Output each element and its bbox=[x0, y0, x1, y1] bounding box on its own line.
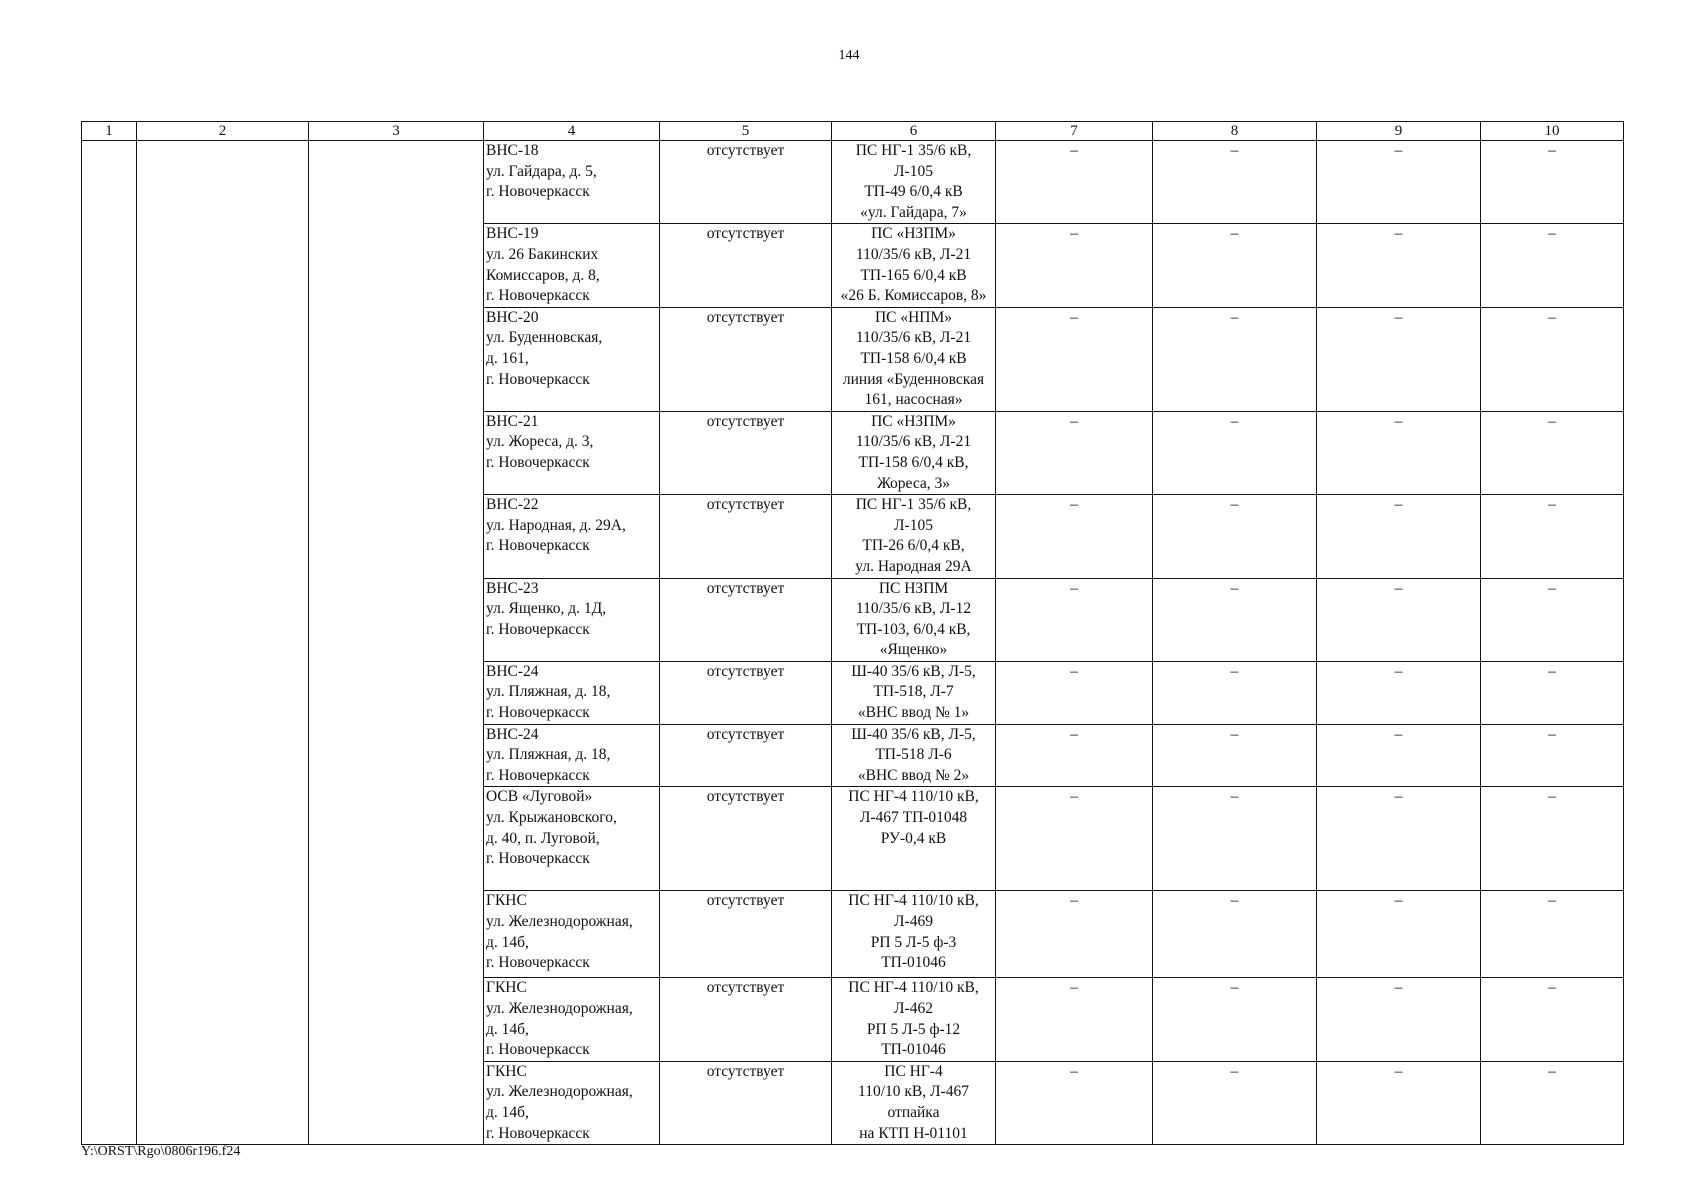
cell-col-8: – bbox=[1153, 495, 1317, 578]
data-table bbox=[81, 121, 1624, 1145]
cell-col-9: – bbox=[1317, 661, 1481, 724]
cell-col-5: отсутствует bbox=[660, 787, 832, 891]
cell-col-8: – bbox=[1153, 661, 1317, 724]
cell-power-supply: ПС НГ-4 110/10 кВ, Л-467 ТП-01048 РУ-0,4 кВ bbox=[832, 787, 996, 891]
cell-object: ВНС-24 ул. Пляжная, д. 18, г. Новочеркасск bbox=[484, 661, 660, 724]
cell-col-2 bbox=[137, 578, 309, 661]
table-body bbox=[82, 141, 1624, 1145]
cell-col-2 bbox=[137, 978, 309, 1061]
cell-col-9: – bbox=[1317, 411, 1481, 494]
cell-col-2 bbox=[137, 141, 309, 224]
cell-col-10: – bbox=[1481, 495, 1624, 578]
cell-col-7: – bbox=[996, 661, 1153, 724]
table-row bbox=[82, 724, 1624, 787]
cell-col-9: – bbox=[1317, 495, 1481, 578]
cell-col-3 bbox=[309, 224, 484, 307]
header-col-4: 4 bbox=[484, 122, 660, 141]
header-col-1: 1 bbox=[82, 122, 137, 141]
header-row bbox=[82, 122, 1624, 141]
cell-col-7: – bbox=[996, 578, 1153, 661]
header-col-8: 8 bbox=[1153, 122, 1317, 141]
cell-col-2 bbox=[137, 891, 309, 978]
cell-power-supply: ПС НЗПМ 110/35/6 кВ, Л-12 ТП-103, 6/0,4 кВ, «Ященко» bbox=[832, 578, 996, 661]
cell-col-3 bbox=[309, 411, 484, 494]
table-row bbox=[82, 411, 1624, 494]
cell-col-8: – bbox=[1153, 724, 1317, 787]
cell-col-10: – bbox=[1481, 307, 1624, 411]
table-row bbox=[82, 1061, 1624, 1144]
cell-col-5: отсутствует bbox=[660, 495, 832, 578]
table-row bbox=[82, 578, 1624, 661]
cell-col-1 bbox=[82, 891, 137, 978]
header-col-7: 7 bbox=[996, 122, 1153, 141]
cell-col-5: отсутствует bbox=[660, 224, 832, 307]
cell-power-supply: Ш-40 35/6 кВ, Л-5, ТП-518 Л-6 «ВНС ввод № 2» bbox=[832, 724, 996, 787]
cell-col-9: – bbox=[1317, 224, 1481, 307]
cell-col-10: – bbox=[1481, 978, 1624, 1061]
header-col-2: 2 bbox=[137, 122, 309, 141]
cell-col-10: – bbox=[1481, 724, 1624, 787]
cell-object: ГКНС ул. Железнодорожная, д. 14б, г. Новочеркасск bbox=[484, 891, 660, 978]
cell-col-3 bbox=[309, 495, 484, 578]
cell-col-10: – bbox=[1481, 578, 1624, 661]
header-col-9: 9 bbox=[1317, 122, 1481, 141]
cell-col-2 bbox=[137, 661, 309, 724]
header-col-5: 5 bbox=[660, 122, 832, 141]
cell-col-3 bbox=[309, 787, 484, 891]
cell-col-7: – bbox=[996, 1061, 1153, 1144]
cell-col-9: – bbox=[1317, 1061, 1481, 1144]
cell-col-2 bbox=[137, 411, 309, 494]
cell-object: ВНС-22 ул. Народная, д. 29А, г. Новочеркасск bbox=[484, 495, 660, 578]
header-col-10: 10 bbox=[1481, 122, 1624, 141]
cell-col-5: отсутствует bbox=[660, 724, 832, 787]
cell-col-9: – bbox=[1317, 891, 1481, 978]
cell-col-8: – bbox=[1153, 307, 1317, 411]
cell-col-1 bbox=[82, 411, 137, 494]
cell-col-7: – bbox=[996, 141, 1153, 224]
cell-col-1 bbox=[82, 724, 137, 787]
cell-col-1 bbox=[82, 787, 137, 891]
cell-col-7: – bbox=[996, 787, 1153, 891]
cell-col-3 bbox=[309, 978, 484, 1061]
cell-power-supply: ПС «НЗПМ» 110/35/6 кВ, Л-21 ТП-158 6/0,4 кВ, Жореса, 3» bbox=[832, 411, 996, 494]
cell-col-10: – bbox=[1481, 411, 1624, 494]
cell-col-8: – bbox=[1153, 224, 1317, 307]
cell-col-2 bbox=[137, 495, 309, 578]
cell-col-9: – bbox=[1317, 978, 1481, 1061]
cell-power-supply: ПС НГ-4 110/10 кВ, Л-462 РП 5 Л-5 ф-12 ТП-01046 bbox=[832, 978, 996, 1061]
table-row bbox=[82, 495, 1624, 578]
cell-col-3 bbox=[309, 661, 484, 724]
cell-col-8: – bbox=[1153, 978, 1317, 1061]
cell-col-5: отсутствует bbox=[660, 891, 832, 978]
cell-col-9: – bbox=[1317, 578, 1481, 661]
cell-col-7: – bbox=[996, 891, 1153, 978]
cell-col-8: – bbox=[1153, 1061, 1317, 1144]
table-row bbox=[82, 141, 1624, 224]
header-col-3: 3 bbox=[309, 122, 484, 141]
cell-col-10: – bbox=[1481, 1061, 1624, 1144]
cell-power-supply: ПС «НПМ» 110/35/6 кВ, Л-21 ТП-158 6/0,4 кВ линия «Буденновская 161, насосная» bbox=[832, 307, 996, 411]
cell-col-1 bbox=[82, 661, 137, 724]
cell-power-supply: ПС НГ-1 35/6 кВ, Л-105 ТП-49 6/0,4 кВ «ул. Гайдара, 7» bbox=[832, 141, 996, 224]
cell-col-7: – bbox=[996, 978, 1153, 1061]
header-col-6: 6 bbox=[832, 122, 996, 141]
cell-col-9: – bbox=[1317, 724, 1481, 787]
cell-object: ВНС-23 ул. Ященко, д. 1Д, г. Новочеркасск bbox=[484, 578, 660, 661]
cell-power-supply: Ш-40 35/6 кВ, Л-5, ТП-518, Л-7 «ВНС ввод № 1» bbox=[832, 661, 996, 724]
cell-col-7: – bbox=[996, 307, 1153, 411]
cell-col-3 bbox=[309, 891, 484, 978]
cell-col-5: отсутствует bbox=[660, 411, 832, 494]
cell-object: ВНС-20 ул. Буденновская, д. 161, г. Новочеркасск bbox=[484, 307, 660, 411]
cell-col-1 bbox=[82, 578, 137, 661]
cell-col-1 bbox=[82, 141, 137, 224]
cell-col-10: – bbox=[1481, 891, 1624, 978]
cell-object: ВНС-19 ул. 26 Бакинских Комиссаров, д. 8, г. Новочеркасск bbox=[484, 224, 660, 307]
cell-col-8: – bbox=[1153, 141, 1317, 224]
cell-col-10: – bbox=[1481, 224, 1624, 307]
cell-object: ВНС-21 ул. Жореса, д. 3, г. Новочеркасск bbox=[484, 411, 660, 494]
table-row bbox=[82, 787, 1624, 891]
cell-col-1 bbox=[82, 307, 137, 411]
cell-col-2 bbox=[137, 224, 309, 307]
table-row bbox=[82, 891, 1624, 978]
cell-col-9: – bbox=[1317, 787, 1481, 891]
cell-col-5: отсутствует bbox=[660, 978, 832, 1061]
cell-col-7: – bbox=[996, 224, 1153, 307]
cell-col-2 bbox=[137, 787, 309, 891]
cell-col-5: отсутствует bbox=[660, 578, 832, 661]
cell-object: ВНС-18 ул. Гайдара, д. 5, г. Новочеркасск bbox=[484, 141, 660, 224]
cell-col-8: – bbox=[1153, 787, 1317, 891]
cell-col-8: – bbox=[1153, 578, 1317, 661]
cell-col-2 bbox=[137, 724, 309, 787]
cell-object: ОСВ «Луговой» ул. Крыжановского, д. 40, п. Луговой, г. Новочеркасск bbox=[484, 787, 660, 891]
table-row bbox=[82, 661, 1624, 724]
file-path-stamp: Y:\ORST\Rgo\0806r196.f24 bbox=[81, 1144, 241, 1159]
cell-power-supply: ПС НГ-1 35/6 кВ, Л-105 ТП-26 6/0,4 кВ, ул. Народная 29А bbox=[832, 495, 996, 578]
cell-col-7: – bbox=[996, 495, 1153, 578]
cell-object: ГКНС ул. Железнодорожная, д. 14б, г. Новочеркасск bbox=[484, 978, 660, 1061]
cell-col-9: – bbox=[1317, 141, 1481, 224]
cell-col-3 bbox=[309, 141, 484, 224]
cell-col-5: отсутствует bbox=[660, 307, 832, 411]
cell-object: ВНС-24 ул. Пляжная, д. 18, г. Новочеркасск bbox=[484, 724, 660, 787]
cell-col-2 bbox=[137, 307, 309, 411]
cell-col-2 bbox=[137, 1061, 309, 1144]
table-row bbox=[82, 978, 1624, 1061]
cell-power-supply: ПС НГ-4 110/10 кВ, Л-467 отпайка на КТП Н-01101 bbox=[832, 1061, 996, 1144]
cell-col-5: отсутствует bbox=[660, 141, 832, 224]
cell-col-8: – bbox=[1153, 891, 1317, 978]
cell-col-1 bbox=[82, 495, 137, 578]
cell-col-3 bbox=[309, 307, 484, 411]
cell-col-10: – bbox=[1481, 661, 1624, 724]
cell-power-supply: ПС НГ-4 110/10 кВ, Л-469 РП 5 Л-5 ф-3 ТП-01046 bbox=[832, 891, 996, 978]
cell-col-5: отсутствует bbox=[660, 661, 832, 724]
cell-col-3 bbox=[309, 1061, 484, 1144]
cell-col-7: – bbox=[996, 411, 1153, 494]
cell-object: ГКНС ул. Железнодорожная, д. 14б, г. Новочеркасск bbox=[484, 1061, 660, 1144]
cell-col-1 bbox=[82, 978, 137, 1061]
cell-col-8: – bbox=[1153, 411, 1317, 494]
cell-col-1 bbox=[82, 1061, 137, 1144]
cell-col-10: – bbox=[1481, 141, 1624, 224]
cell-col-1 bbox=[82, 224, 137, 307]
page-number: 144 bbox=[838, 48, 860, 63]
cell-col-3 bbox=[309, 578, 484, 661]
table-row bbox=[82, 307, 1624, 411]
cell-col-9: – bbox=[1317, 307, 1481, 411]
cell-col-10: – bbox=[1481, 787, 1624, 891]
cell-col-3 bbox=[309, 724, 484, 787]
cell-col-5: отсутствует bbox=[660, 1061, 832, 1144]
cell-col-7: – bbox=[996, 724, 1153, 787]
cell-power-supply: ПС «НЗПМ» 110/35/6 кВ, Л-21 ТП-165 6/0,4 кВ «26 Б. Комиссаров, 8» bbox=[832, 224, 996, 307]
table-row bbox=[82, 224, 1624, 307]
